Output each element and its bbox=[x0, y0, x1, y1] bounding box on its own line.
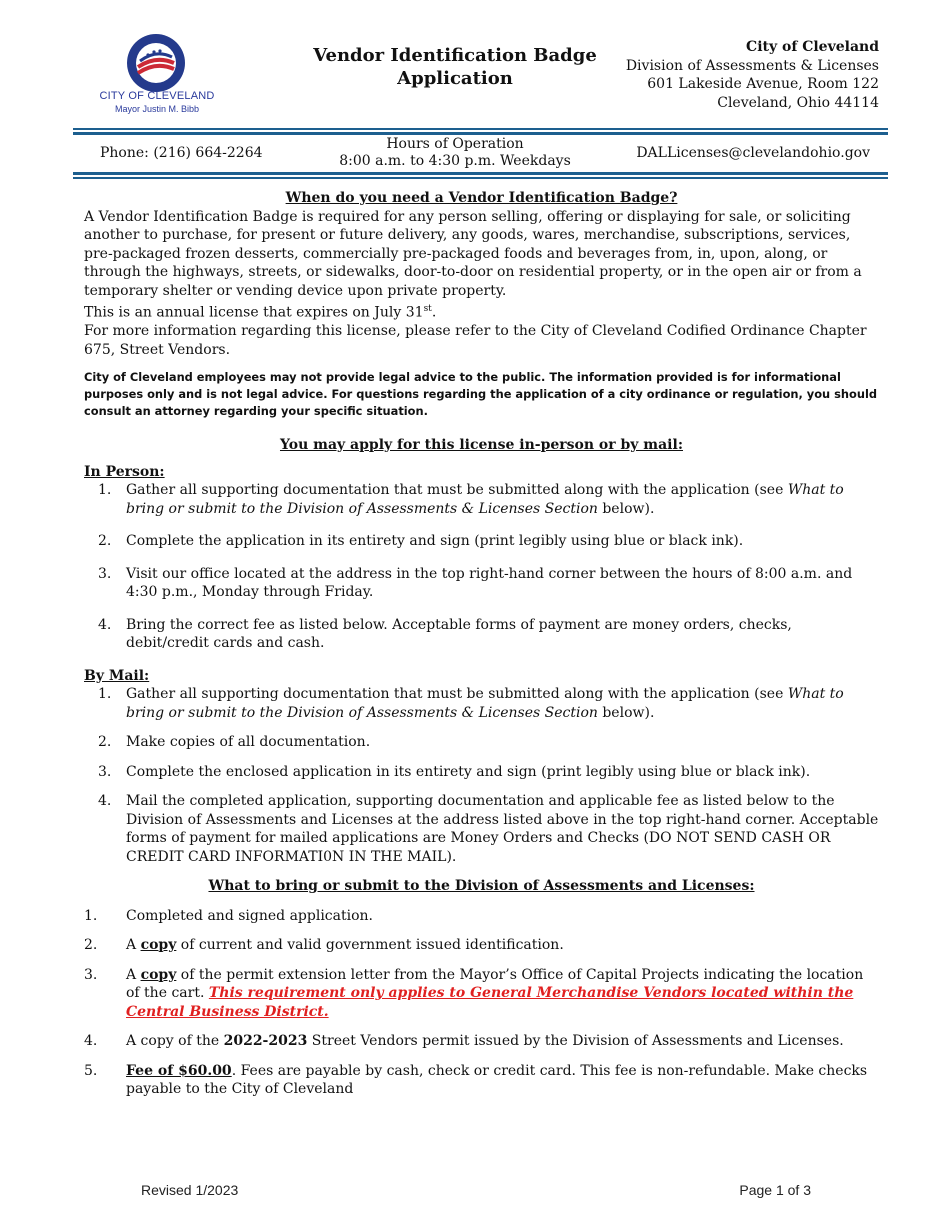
list-item: 5. Fee of $60.00. Fees are payable by cash, check or credit card. This fee is non-refundable. Make checks payable to the City of Cleveland bbox=[84, 1062, 868, 1098]
intro-paragraph: A Vendor Identification Badge is required for any person selling, offering or displaying for sale, or soliciting another to purchase, for present or future delivery, any goods, wares, merchandise, subscriptions, services, pre-packaged frozen desserts, commercially pre-packaged foods and beverages from, in, upon, along, or through the highways, streets, or sidewalks, door-to-door on residential property, or in the open air or from a temporary shelter or vending device upon private property. bbox=[84, 208, 862, 299]
city-seal-logo bbox=[126, 33, 186, 93]
list-item: 1. Completed and signed application. bbox=[84, 907, 373, 924]
revision-date: Revised 1/2023 bbox=[141, 1182, 239, 1198]
list-item: 4. A copy of the 2022-2023 Street Vendors permit issued by the Division of Assessments and Licenses. bbox=[84, 1033, 844, 1050]
header-divider bbox=[73, 128, 888, 130]
list-item: 2. A copy of current and valid government issued identification. bbox=[84, 937, 564, 954]
in-person-label: In Person: bbox=[84, 463, 165, 480]
by-mail-label: By Mail: bbox=[84, 667, 150, 684]
phone-number: Phone: (216) 664-2264 bbox=[100, 145, 263, 161]
list-item: 2. Complete the application in its entirety and sign (print legibly using blue or black ink). bbox=[98, 533, 744, 550]
email-address: DALLicenses@clevelandohio.gov bbox=[636, 145, 870, 161]
section-heading-apply: You may apply for this license in-person or by mail: bbox=[279, 437, 683, 454]
list-item: 4. Mail the completed application, supporting documentation and applicable fee as listed below to the Division of Assessments and Licenses at the address listed above in the top right-hand corner. Acceptable forms of payment for mailed applications are Money Orders and Checks (DO NOT SEND CASH OR CREDIT CARD INFORMATI0N IN THE MAIL). bbox=[98, 793, 879, 865]
list-item: 3. Visit our office located at the address in the top right-hand corner between the hours of 8:00 a.m. and 4:30 p.m., Monday through Friday. bbox=[98, 565, 853, 601]
by-mail-steps bbox=[84, 685, 879, 866]
contact-divider bbox=[73, 177, 888, 179]
logo-mayor-name: Mayor Justin M. Bibb bbox=[114, 104, 200, 114]
annual-license-note: This is an annual license that expires on July 31st. bbox=[84, 304, 437, 321]
cbd-requirement-note: This requirement only applies to General Merchandise Vendors located within the Central Business District. bbox=[126, 985, 854, 1020]
section-heading-bring: What to bring or submit to the Division of Assessments and Licenses: bbox=[208, 878, 755, 895]
contact-divider bbox=[73, 172, 888, 175]
list-item: 3. A copy of the permit extension letter from the Mayor’s Office of Capital Projects indicating the location of the cart. This requirement only applies to General Merchandise Vendors located within the Central Business District. bbox=[84, 966, 864, 1020]
document-title: Vendor Identification Badge Application bbox=[313, 45, 597, 89]
document-body bbox=[84, 189, 879, 1099]
header-divider bbox=[73, 132, 888, 135]
hours-of-operation: Hours of Operation 8:00 a.m. to 4:30 p.m. Weekdays bbox=[339, 136, 571, 169]
list-item: 1. Gather all supporting documentation that must be submitted along with the application (see What to bring or submit to the Division of Assessments & Licenses Section below). bbox=[98, 686, 844, 721]
list-item: 1. Gather all supporting documentation that must be submitted along with the application (see What to bring or submit to the Division of Assessments & Licenses Section below). bbox=[98, 482, 844, 517]
list-item: 2. Make copies of all documentation. bbox=[98, 734, 371, 751]
requirements-list bbox=[84, 907, 879, 1099]
office-address: City of Cleveland Division of Assessments & Licenses 601 Lakeside Avenue, Room 122 Cleveland, Ohio 44114 bbox=[625, 39, 879, 111]
list-item: 3. Complete the enclosed application in its entirety and sign (print legibly using blue or black ink). bbox=[98, 763, 811, 780]
ordinance-reference: For more information regarding this license, please refer to the City of Cleveland Codified Ordinance Chapter 675, Street Vendors. bbox=[84, 323, 867, 358]
logo-city-name: CITY OF CLEVELAND bbox=[99, 90, 215, 102]
in-person-steps bbox=[84, 481, 879, 653]
list-item: 4. Bring the correct fee as listed below. Acceptable forms of payment are money orders, checks, debit/credit cards and cash. bbox=[98, 616, 792, 652]
legal-disclaimer: City of Cleveland employees may not provide legal advice to the public. The information provided is for informational purposes only and is not legal advice. For questions regarding the application of a city ordinance or regulation, you should consult an attorney regarding your specific situation. bbox=[84, 370, 878, 419]
section-heading-when: When do you need a Vendor Identification Badge? bbox=[285, 190, 678, 206]
page-number: Page 1 of 3 bbox=[739, 1182, 811, 1198]
